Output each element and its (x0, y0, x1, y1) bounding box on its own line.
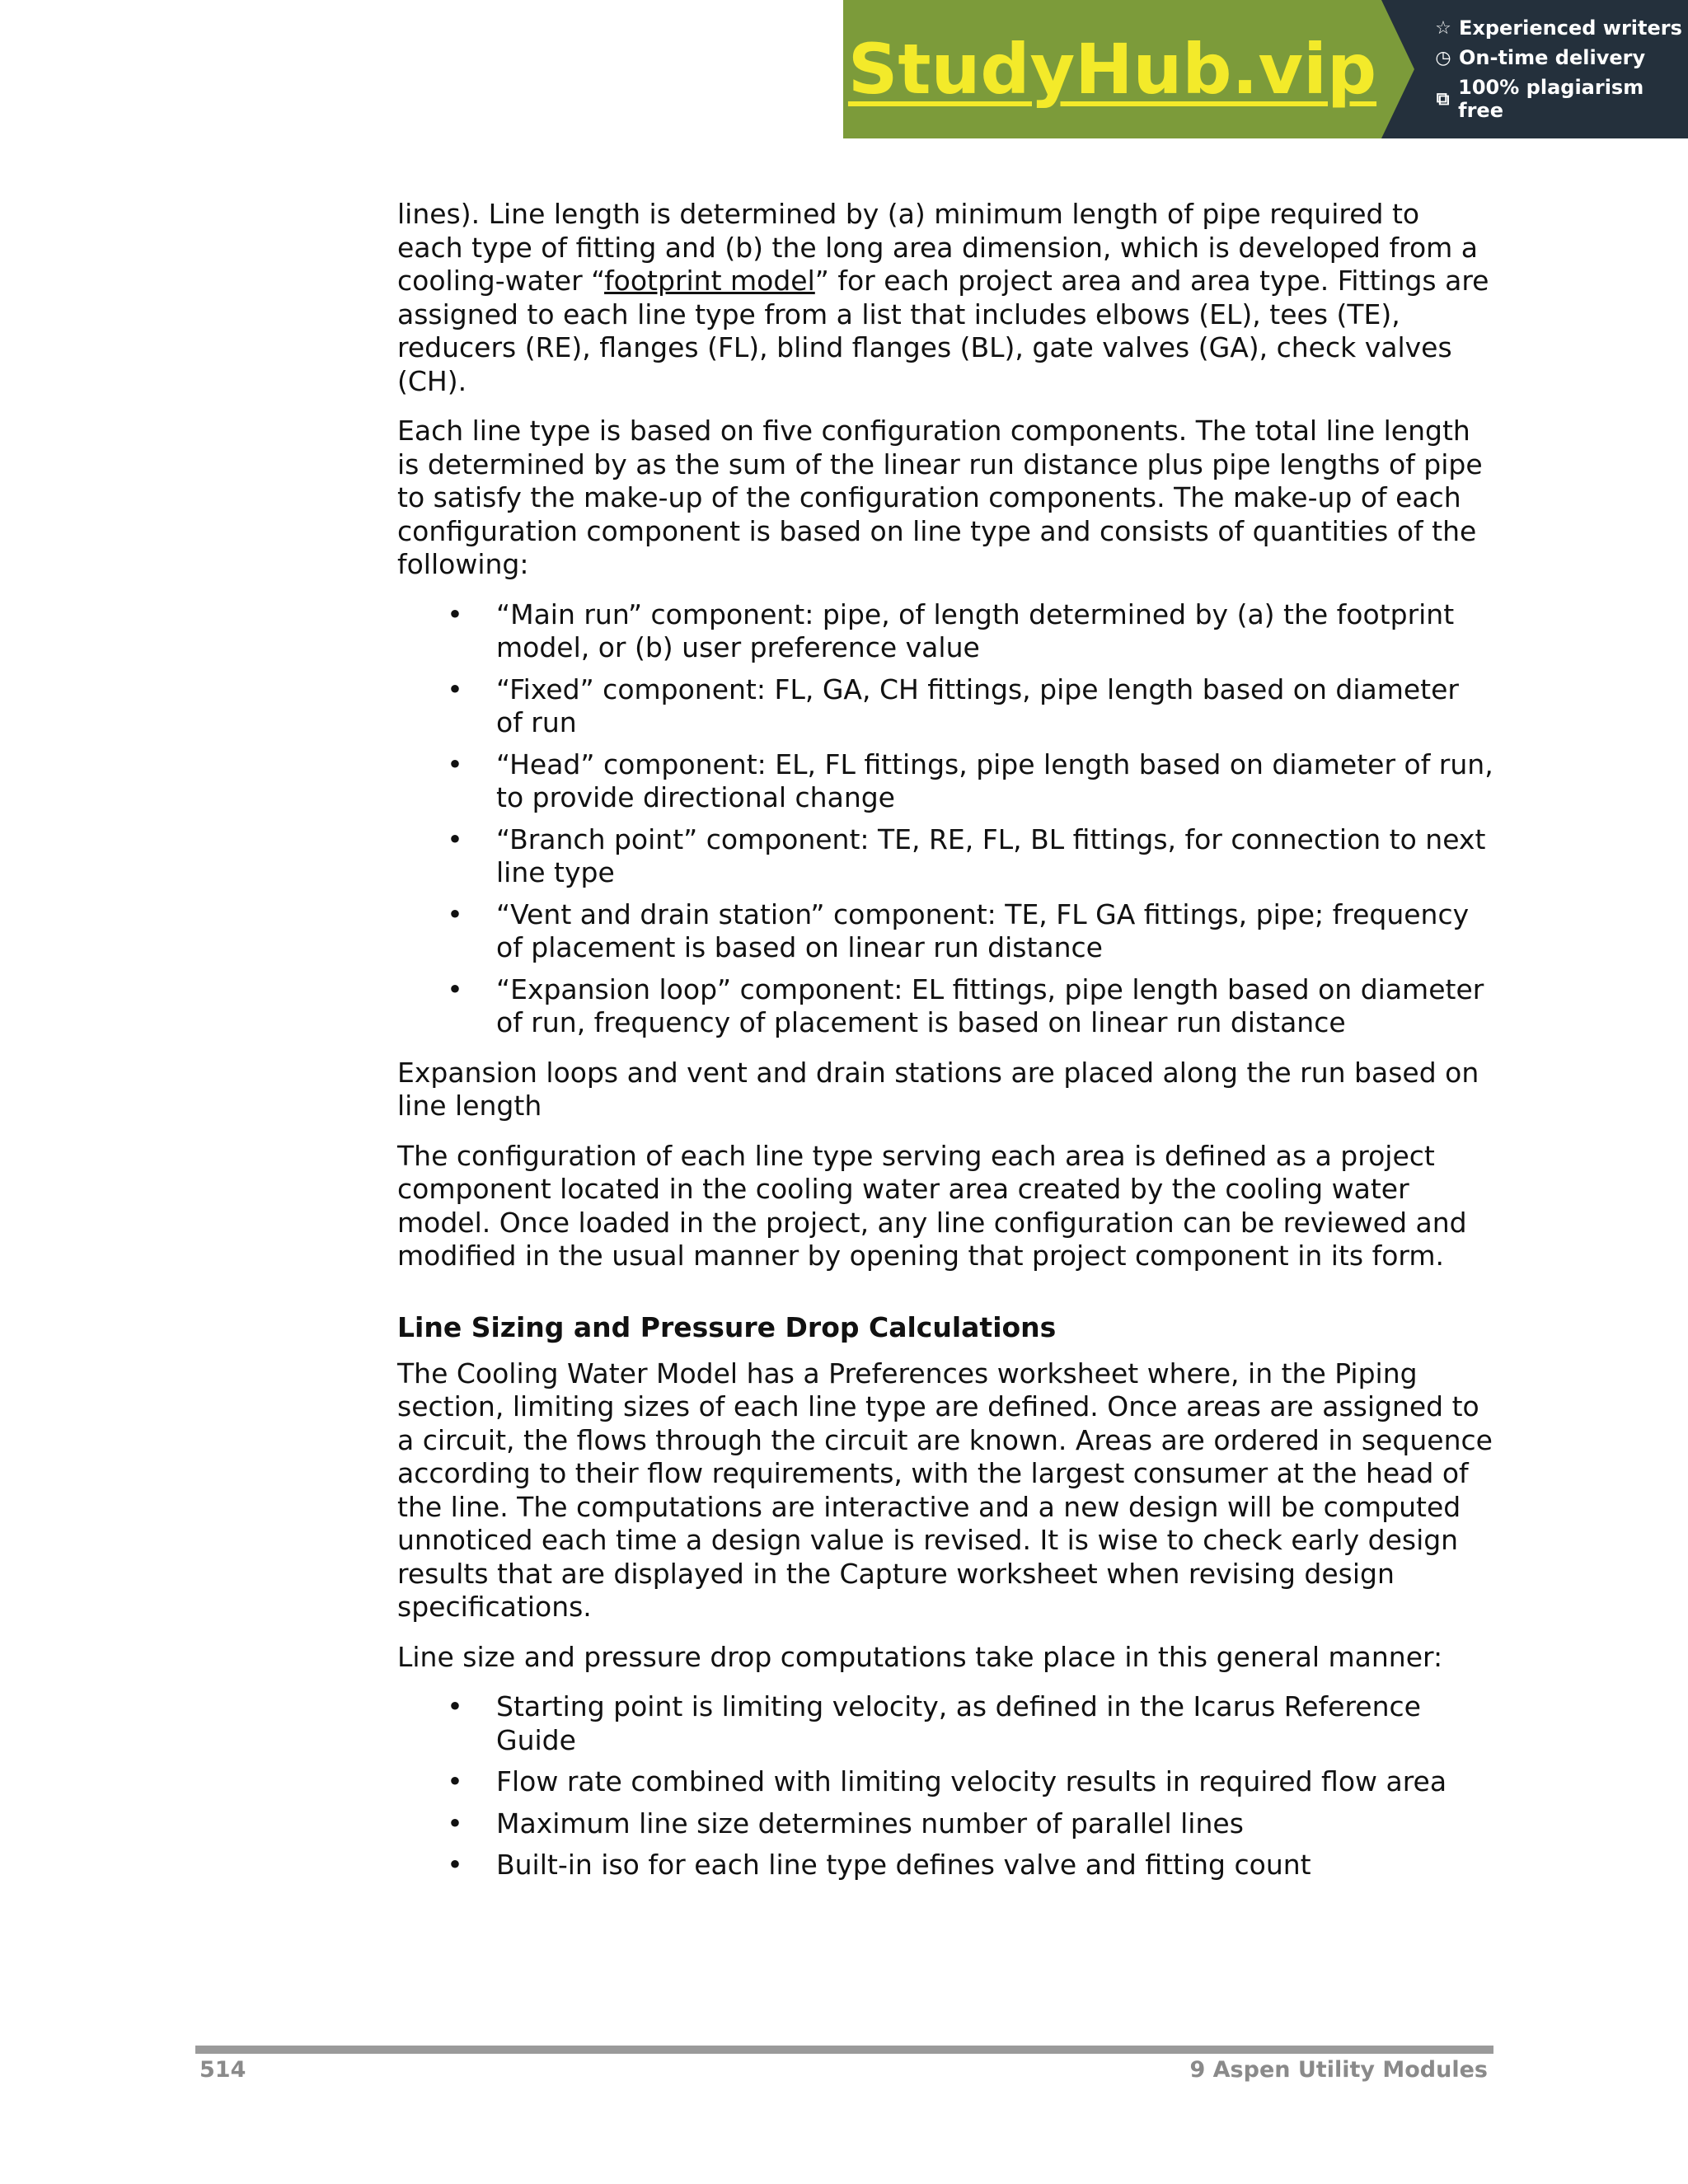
paragraph-text: lines). Line length is determined by (a) minimum length of pipe required to each type of fitting and (b) the long area dimension, which is developed from a cooling-water “ (397, 198, 1478, 297)
feature-experienced-writers (1432, 16, 1688, 40)
list-item-text: “Expansion loop” component: EL fittings, pipe length based on diameter of run, frequency of placement is based on linear run distance (496, 972, 1484, 1038)
computation-steps-list (397, 1690, 1493, 1882)
list-item-text: Flow rate combined with limiting velocity results in required flow area (496, 1765, 1447, 1797)
list-item (397, 1765, 1493, 1799)
list-item-text: “Head” component: EL, FL fittings, pipe length based on diameter of run, to provide directional change (496, 748, 1493, 813)
list-item (397, 1807, 1493, 1841)
paragraph-computations-intro: Line size and pressure drop computations take place in this general manner: (397, 1640, 1443, 1673)
feature-text: 100% plagiarism free (1458, 76, 1644, 122)
list-item (397, 748, 1493, 815)
component-list (397, 598, 1493, 1040)
bullet: • (447, 1690, 463, 1722)
bullet: • (447, 1807, 463, 1840)
bullet: • (447, 898, 463, 930)
paragraph-cooling-water-model: The Cooling Water Model has a Preferences worksheet where, in the Piping section, limiting sizes of each line type are defined. Once areas are assigned to a circuit, the flows through the circuit are known. Areas are ordered in sequence according to their flow requirements, with the largest consumer at the head of the line. The computations are interactive and a new design will be computed unnoticed each time a design value is revised. It is wise to check early design results that are displayed in the Capture worksheet when revising design specifications. (397, 1357, 1493, 1623)
paragraph-text: ” for each project area and area type. Fittings are assigned to each line type from a list that includes elbows (EL), tees (TE), reducers (RE), flanges (FL), blind flanges (BL), gate valves (GA), check valves (CH). (397, 265, 1489, 397)
bullet: • (447, 598, 463, 630)
clock-icon: ◷ (1435, 47, 1451, 68)
copy-icon: ⧉ (1436, 88, 1450, 110)
list-item-text: “Vent and drain station” component: TE, FL GA fittings, pipe; frequency of placement is based on linear run distance (496, 898, 1470, 963)
list-item-text: “Main run” component: pipe, of length determined by (a) the footprint model, or (b) user preference value (496, 598, 1455, 663)
feature-on-time-delivery (1432, 46, 1688, 69)
list-item-text: Maximum line size determines number of parallel lines (496, 1807, 1244, 1840)
list-item (397, 598, 1493, 665)
list-item-text: Starting point is limiting velocity, as defined in the Icarus Reference Guide (496, 1690, 1421, 1756)
feature-text: Experienced writers (1459, 16, 1682, 40)
paragraph-configuration: The configuration of each line type serving each area is defined as a project component located in the cooling water area created by the cooling water model. Once loaded in the project, any line configuration can be reviewed and modified in the usual manner by opening that project component in its form. (397, 1139, 1467, 1272)
list-item (397, 973, 1493, 1040)
list-item (397, 673, 1493, 740)
bullet: • (447, 673, 463, 705)
list-item (397, 1849, 1493, 1882)
feature-text: On-time delivery (1459, 46, 1646, 69)
bullet: • (447, 748, 463, 780)
page-number: 514 (199, 2057, 246, 2083)
paragraph-line-length (397, 198, 1493, 398)
list-item-text: Built-in iso for each line type defines valve and fitting count (496, 1849, 1311, 1881)
section-title: 9 Aspen Utility Modules (1189, 2057, 1488, 2083)
banner-features (1381, 0, 1688, 138)
list-item-text: “Branch point” component: TE, RE, FL, BL fittings, for connection to next line type (496, 823, 1486, 888)
bullet: • (447, 972, 463, 1005)
bullet: • (447, 1849, 463, 1881)
list-item (397, 898, 1493, 965)
studyhub-logo[interactable] (843, 0, 1381, 138)
paragraph-line-type: Each line type is based on five configuration components. The total line length is determined by as the sum of the linear run distance plus pipe lengths of pipe to satisfy the make-up of the configuration components. The make-up of each configuration component is based on line type and consists of quantities of the following: (397, 415, 1483, 580)
feature-plagiarism-free (1432, 76, 1688, 122)
list-item (397, 1690, 1493, 1757)
star-icon: ☆ (1435, 17, 1451, 39)
section-heading: Line Sizing and Pressure Drop Calculations (397, 1310, 1057, 1343)
paragraph-expansion-loops: Expansion loops and vent and drain stations are placed along the run based on line length (397, 1056, 1479, 1122)
footer-divider (195, 2046, 1493, 2054)
list-item-text: “Fixed” component: FL, GA, CH fittings, pipe length based on diameter of run (496, 673, 1459, 738)
ad-banner[interactable] (843, 0, 1688, 138)
logo-text: StudyHub.vip (847, 29, 1377, 110)
document-body (397, 198, 1493, 1899)
bullet: • (447, 823, 463, 855)
footprint-model-link[interactable]: footprint model (604, 265, 815, 297)
list-item (397, 823, 1493, 890)
bullet: • (447, 1765, 463, 1797)
